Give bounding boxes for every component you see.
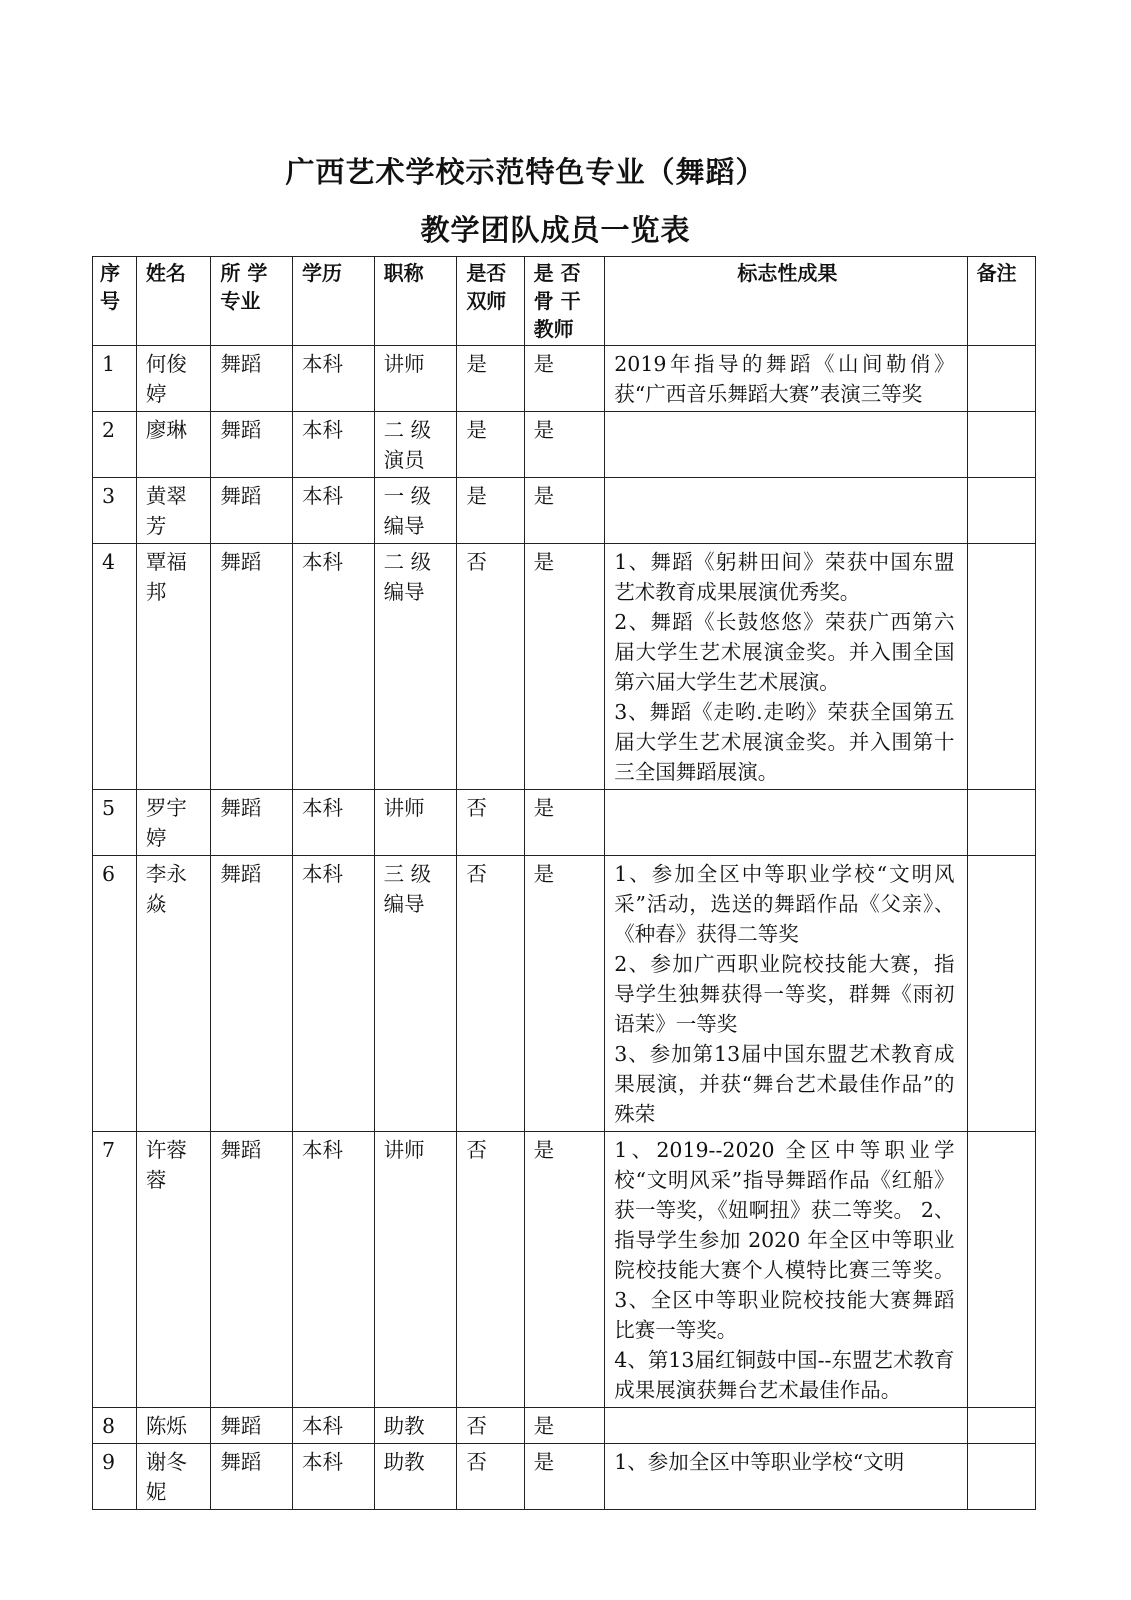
row-education: 本科 [293,412,375,478]
row-education: 本科 [293,346,375,412]
row-achievement [605,1444,967,1510]
table-row [93,412,1036,478]
row-education: 本科 [293,478,375,544]
row-dual-teacher: 否 [457,856,524,1132]
row-note [967,1444,1035,1510]
row-dual-teacher: 是 [457,412,524,478]
header-note: 备注 [967,257,1035,346]
header-no: 序号 [93,257,137,346]
row-no: 3 [93,478,137,544]
document-title: 广西艺术学校示范特色专业（舞蹈） [285,155,766,189]
row-major: 舞蹈 [211,478,293,544]
row-dual-teacher: 否 [457,1444,524,1510]
row-major: 舞蹈 [211,856,293,1132]
row-achievement [605,1408,967,1444]
row-name: 何俊婷 [136,346,211,412]
achievement-item: 4、第13届红铜鼓中国--东盟艺术教育成果展演获舞台艺术最佳作品。 [614,1348,955,1402]
row-dual-teacher: 否 [457,544,524,790]
row-major: 舞蹈 [211,790,293,856]
row-title: 讲师 [374,1132,457,1408]
header-name: 姓名 [136,257,211,346]
row-dual-teacher: 否 [457,1408,524,1444]
row-education: 本科 [293,1408,375,1444]
row-title: 助教 [374,1444,457,1510]
row-core-teacher: 是 [524,790,605,856]
row-no: 5 [93,790,137,856]
row-achievement [605,790,967,856]
row-note [967,856,1035,1132]
table-row [93,790,1036,856]
row-title: 二 级演员 [374,412,457,478]
row-note [967,1408,1035,1444]
achievement-item: 2、参加广西职业院校技能大赛，指导学生独舞获得一等奖，群舞《雨初语茉》一等奖 [614,952,955,1036]
row-note [967,1132,1035,1408]
row-name: 李永焱 [136,856,211,1132]
header-major: 所 学专业 [211,257,293,346]
row-title: 二 级编导 [374,544,457,790]
row-title: 一 级编导 [374,478,457,544]
table-row [93,346,1036,412]
table-row [93,1408,1036,1444]
row-no: 1 [93,346,137,412]
row-name: 罗宇婷 [136,790,211,856]
table-row [93,856,1036,1132]
header-core-teacher: 是 否骨 干教师 [524,257,605,346]
row-core-teacher: 是 [524,412,605,478]
row-name: 许蓉蓉 [136,1132,211,1408]
row-core-teacher: 是 [524,478,605,544]
row-name: 谢冬妮 [136,1444,211,1510]
table-row [93,544,1036,790]
row-achievement [605,478,967,544]
table-row [93,1132,1036,1408]
header-title: 职称 [374,257,457,346]
row-education: 本科 [293,856,375,1132]
row-major: 舞蹈 [211,412,293,478]
row-dual-teacher: 否 [457,790,524,856]
row-dual-teacher: 是 [457,346,524,412]
row-core-teacher: 是 [524,856,605,1132]
header-achievement: 标志性成果 [605,257,967,346]
row-no: 8 [93,1408,137,1444]
achievement-item: 3、舞蹈《走哟.走哟》荣获全国第五届大学生艺术展演金奖。并入围第十三全国舞蹈展演。 [614,700,955,784]
row-core-teacher: 是 [524,346,605,412]
row-name: 黄翠芳 [136,478,211,544]
row-major: 舞蹈 [211,1408,293,1444]
row-achievement [605,544,967,790]
row-achievement [605,346,967,412]
achievement-item: 1、参加全区中等职业学校“文明风采”活动，选送的舞蹈作品《父亲》、《种春》获得二等奖 [614,862,955,946]
row-no: 2 [93,412,137,478]
achievement-item: 2、舞蹈《长鼓悠悠》荣获广西第六届大学生艺术展演金奖。并入围全国第六届大学生艺术展演。 [614,610,955,694]
row-major: 舞蹈 [211,544,293,790]
row-core-teacher: 是 [524,544,605,790]
row-title: 讲师 [374,790,457,856]
row-no: 4 [93,544,137,790]
row-note [967,790,1035,856]
row-major: 舞蹈 [211,1444,293,1510]
row-name: 廖琳 [136,412,211,478]
row-education: 本科 [293,1132,375,1408]
row-core-teacher: 是 [524,1444,605,1510]
achievement-item: 1、2019--2020 全区中等职业学校“文明风采”指导舞蹈作品《红船》获一等奖，《妞啊扭》获二等奖。 2、指导学生参加 2020 年全区中等职业院校技能大赛个人模特比赛三等奖。 3、全区中等职业院校技能大赛舞蹈比赛一等奖。 [614,1138,955,1342]
row-note [967,346,1035,412]
row-major: 舞蹈 [211,1132,293,1408]
row-education: 本科 [293,1444,375,1510]
row-no: 9 [93,1444,137,1510]
achievement-item: 2019年指导的舞蹈《山间勒俏》获“广西音乐舞蹈大赛”表演三等奖 [614,352,955,406]
row-note [967,478,1035,544]
table-row [93,1444,1036,1510]
document-subtitle: 教学团队成员一览表 [420,213,691,247]
achievement-item: 1、舞蹈《躬耕田间》荣获中国东盟艺术教育成果展演优秀奖。 [614,550,955,604]
row-title: 助教 [374,1408,457,1444]
row-education: 本科 [293,790,375,856]
table-row [93,478,1036,544]
row-note [967,412,1035,478]
row-education: 本科 [293,544,375,790]
table-body [93,346,1036,1510]
row-achievement [605,856,967,1132]
header-education: 学历 [293,257,375,346]
row-name: 陈烁 [136,1408,211,1444]
row-no: 6 [93,856,137,1132]
row-no: 7 [93,1132,137,1408]
row-achievement [605,1132,967,1408]
row-achievement [605,412,967,478]
row-title: 三 级编导 [374,856,457,1132]
row-note [967,544,1035,790]
header-dual-teacher: 是否双师 [457,257,524,346]
row-core-teacher: 是 [524,1132,605,1408]
achievement-item: 1、参加全区中等职业学校“文明 [614,1450,905,1474]
row-title: 讲师 [374,346,457,412]
row-core-teacher: 是 [524,1408,605,1444]
team-members-table [92,256,1036,1510]
row-dual-teacher: 是 [457,478,524,544]
row-dual-teacher: 否 [457,1132,524,1408]
row-major: 舞蹈 [211,346,293,412]
row-name: 覃福邦 [136,544,211,790]
header-row [93,257,1036,346]
achievement-item: 3、参加第13届中国东盟艺术教育成果展演，并获“舞台艺术最佳作品”的殊荣 [614,1042,955,1126]
